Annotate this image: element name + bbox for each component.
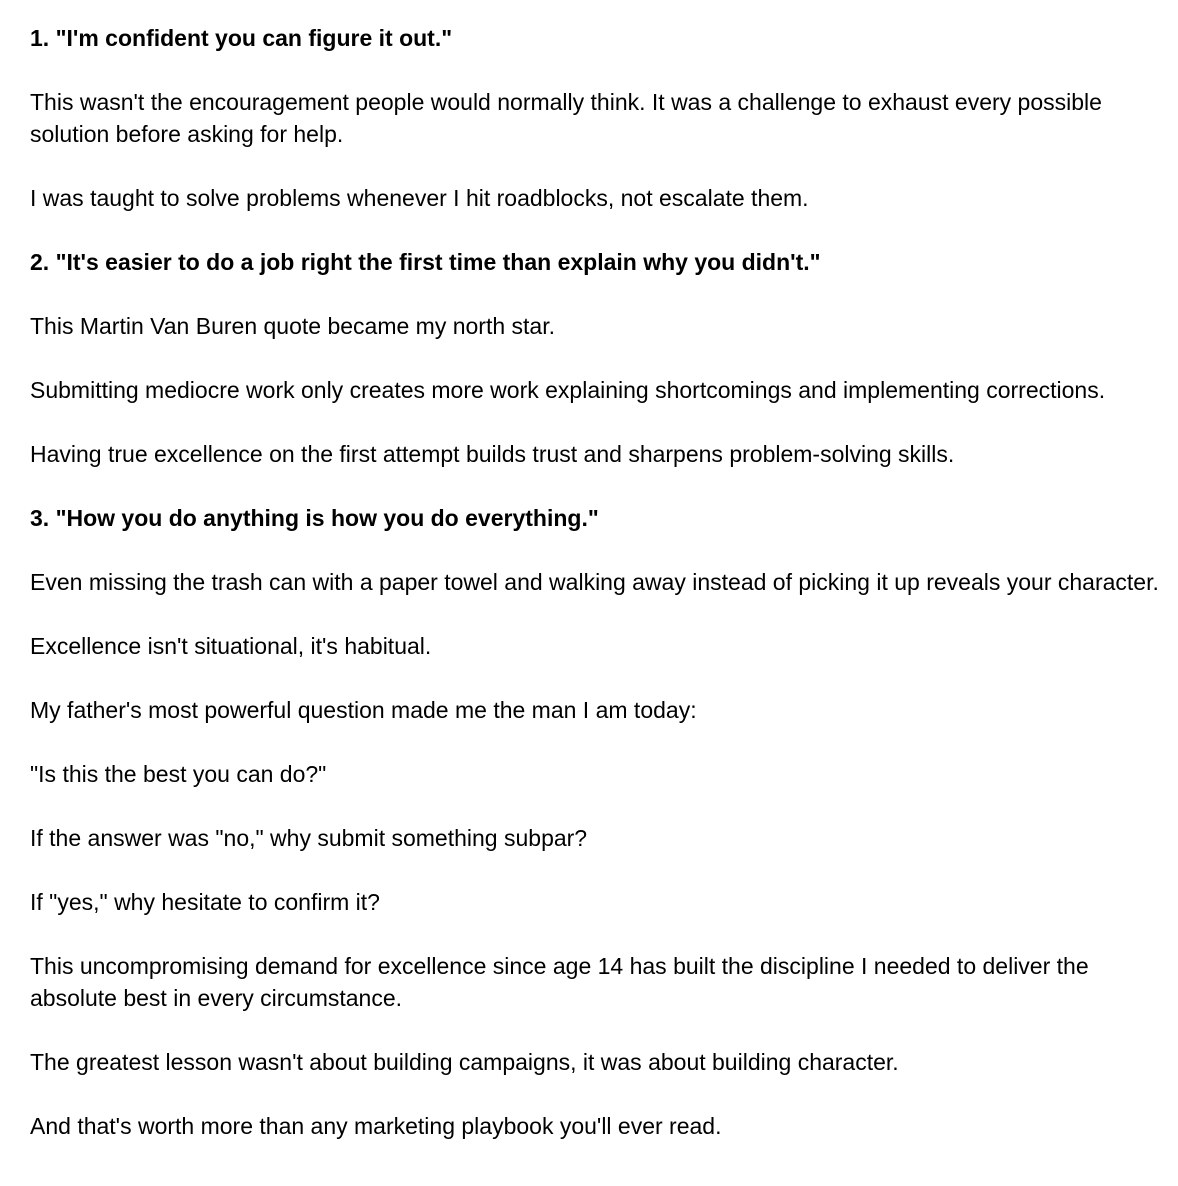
section-2-heading: 2. "It's easier to do a job right the first time than explain why you didn't." bbox=[30, 249, 821, 275]
section-2-paragraph-3: Having true excellence on the first attempt builds trust and sharpens problem-solving skills. bbox=[30, 441, 955, 467]
closing-quote: "Is this the best you can do?" bbox=[30, 761, 327, 787]
closing-paragraph-5: This uncompromising demand for excellence since age 14 has built the discipline I needed to deliver the absolute best in every circumstance. bbox=[30, 953, 1089, 1011]
section-3-paragraph-2: Excellence isn't situational, it's habitual. bbox=[30, 633, 432, 659]
closing-paragraph-6: The greatest lesson wasn't about building campaigns, it was about building character. bbox=[30, 1049, 899, 1075]
section-2-paragraph-1: This Martin Van Buren quote became my north star. bbox=[30, 313, 555, 339]
section-3-heading: 3. "How you do anything is how you do everything." bbox=[30, 505, 599, 531]
section-1-paragraph-2: I was taught to solve problems whenever I hit roadblocks, not escalate them. bbox=[30, 185, 809, 211]
closing-paragraph-1: My father's most powerful question made me the man I am today: bbox=[30, 697, 697, 723]
closing-paragraph-4: If "yes," why hesitate to confirm it? bbox=[30, 889, 380, 915]
closing-paragraph-7: And that's worth more than any marketing playbook you'll ever read. bbox=[30, 1113, 722, 1139]
closing-paragraph-3: If the answer was "no," why submit something subpar? bbox=[30, 825, 588, 851]
section-1-paragraph-1: This wasn't the encouragement people would normally think. It was a challenge to exhaust every possible solution before asking for help. bbox=[30, 89, 1102, 147]
section-2-paragraph-2: Submitting mediocre work only creates more work explaining shortcomings and implementing corrections. bbox=[30, 377, 1106, 403]
section-3-paragraph-1: Even missing the trash can with a paper towel and walking away instead of picking it up reveals your character. bbox=[30, 569, 1159, 595]
section-1-heading: 1. "I'm confident you can figure it out." bbox=[30, 25, 453, 51]
